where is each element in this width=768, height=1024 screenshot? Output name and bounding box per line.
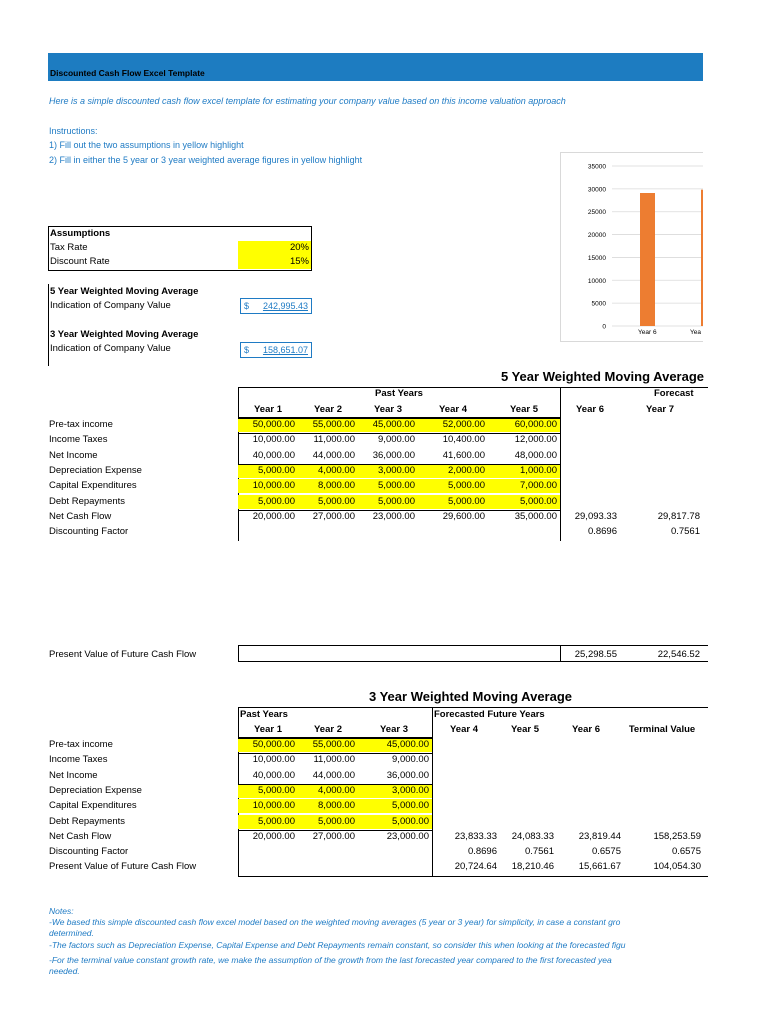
x-category-label: Year 6 — [638, 329, 657, 336]
currency-symbol: $ — [244, 345, 250, 355]
value-cell: 40,000.00 — [252, 449, 295, 461]
value-cell: 36,000.00 — [372, 449, 415, 461]
input-cell[interactable]: 5,000.00 — [298, 495, 358, 509]
row-label: Income Taxes — [49, 754, 108, 766]
y-tick-label: 35000 — [587, 163, 606, 171]
row-label: Depreciation Expense — [49, 784, 142, 796]
input-cell[interactable]: 5,000.00 — [298, 815, 358, 829]
past-years-label: Past Years — [375, 388, 423, 399]
note-line-5: needed. — [49, 966, 80, 976]
five-year-value-label: Indication of Company Value — [50, 300, 171, 311]
forecast-value: 104,054.30 — [653, 861, 701, 873]
input-cell[interactable]: 3,000.00 — [358, 784, 432, 798]
input-cell[interactable]: 8,000.00 — [298, 799, 358, 813]
value-cell: 41,600.00 — [442, 449, 485, 461]
row-label: Income Taxes — [49, 434, 108, 446]
input-cell[interactable]: 50,000.00 — [238, 418, 298, 432]
note-line-1: -We based this simple discounted cash flow excel model based on the weighted moving averages (5 year or 3 year) for simplicity, in case a constant gro — [49, 917, 621, 927]
value-cell: 27,000.00 — [312, 830, 355, 842]
value-cell: 10,000.00 — [252, 434, 295, 446]
three-year-value-label: Indication of Company Value — [50, 343, 171, 354]
forecast-bar-chart[interactable] — [560, 152, 703, 342]
y-tick-label: 20000 — [587, 232, 606, 240]
sheet-title: Discounted Cash Flow Excel Template — [50, 68, 205, 78]
row-label: Capital Expenditures — [49, 800, 137, 812]
row-label: Net Cash Flow — [49, 830, 112, 842]
input-cell[interactable]: 5,000.00 — [418, 479, 488, 493]
year-header: Year 3 — [380, 724, 408, 735]
input-cell[interactable]: 4,000.00 — [298, 464, 358, 478]
five-year-value-text: 242,995.43 — [262, 301, 308, 311]
row-label: Discounting Factor — [49, 526, 129, 538]
value-cell: 36,000.00 — [386, 769, 429, 781]
row-label: Debt Repayments — [49, 495, 126, 507]
input-cell[interactable]: 55,000.00 — [298, 418, 358, 432]
year-header: Terminal Value — [628, 724, 696, 735]
year-header: Year 6 — [576, 404, 604, 415]
row-label: Net Income — [49, 769, 98, 781]
row-label: Net Income — [49, 449, 98, 461]
year-header: Year 1 — [254, 404, 282, 415]
five-year-heading: 5 Year Weighted Moving Average — [50, 286, 199, 297]
value-cell: 9,000.00 — [392, 754, 429, 766]
value-cell: 29,600.00 — [442, 510, 485, 522]
input-cell[interactable]: 5,000.00 — [358, 815, 432, 829]
input-cell[interactable]: 5,000.00 — [238, 815, 298, 829]
bar[interactable] — [701, 190, 703, 326]
value-cell: 48,000.00 — [514, 449, 557, 461]
row-label: Pre-tax income — [49, 739, 113, 750]
forecast-value: 23,819.44 — [578, 830, 621, 842]
instruction-2: 2) Fill in either the 5 year or 3 year weighted average figures in yellow highlight — [49, 155, 363, 165]
forecast-value: 0.6575 — [591, 846, 621, 858]
forecast-net-cash-flow: 29,093.33 — [574, 510, 617, 522]
assumptions-heading: Assumptions — [50, 228, 111, 239]
value-cell: 11,000.00 — [313, 434, 355, 446]
value-cell: 44,000.00 — [312, 449, 355, 461]
year-header: Year 5 — [510, 404, 538, 415]
value-cell: 23,000.00 — [386, 830, 429, 842]
instruction-1: 1) Fill out the two assumptions in yellow highlight — [49, 140, 244, 150]
discount-rate-label: Discount Rate — [50, 256, 110, 267]
instructions-label: Instructions: — [49, 126, 98, 136]
note-line-4: -For the terminal value constant growth rate, we make the assumption of the growth from the last forecasted year compared to the first forecasted yea — [49, 955, 612, 965]
input-cell[interactable]: 50,000.00 — [238, 738, 298, 752]
value-cell: 20,000.00 — [252, 510, 295, 522]
forecast-value: 158,253.59 — [653, 830, 701, 842]
y-tick-label: 0 — [602, 323, 606, 331]
bar[interactable] — [640, 193, 655, 326]
chart-area-border — [561, 153, 704, 342]
input-cell[interactable]: 1,000.00 — [488, 464, 560, 478]
input-cell[interactable]: 8,000.00 — [298, 479, 358, 493]
row-label: Discounting Factor — [49, 846, 129, 858]
five-year-company-value[interactable] — [240, 298, 312, 314]
input-cell[interactable]: 5,000.00 — [418, 495, 488, 509]
row-label: Pre-tax income — [49, 419, 113, 430]
input-cell[interactable]: 45,000.00 — [358, 418, 418, 432]
pv-label-5yr: Present Value of Future Cash Flow — [49, 649, 197, 660]
input-cell[interactable]: 2,000.00 — [418, 464, 488, 478]
input-cell[interactable]: 5,000.00 — [358, 799, 432, 813]
tax-rate-label: Tax Rate — [50, 242, 88, 253]
forecast-net-cash-flow: 29,817.78 — [657, 510, 700, 522]
input-cell[interactable]: 5,000.00 — [488, 495, 560, 509]
input-cell[interactable]: 4,000.00 — [298, 784, 358, 798]
valuation-border — [48, 284, 49, 366]
input-cell[interactable]: 5,000.00 — [238, 464, 298, 478]
year-header: Year 2 — [314, 724, 342, 735]
value-cell: 11,000.00 — [313, 754, 355, 766]
y-tick-label: 10000 — [587, 277, 606, 285]
three-year-table-title: 3 Year Weighted Moving Average — [369, 689, 573, 704]
year-header: Year 3 — [374, 404, 402, 415]
y-tick-label: 5000 — [591, 300, 606, 308]
year-header: Year 1 — [254, 724, 282, 735]
input-cell[interactable]: 3,000.00 — [358, 464, 418, 478]
value-cell: 10,000.00 — [252, 754, 295, 766]
y-tick-label: 25000 — [587, 209, 606, 217]
three-year-heading: 3 Year Weighted Moving Average — [50, 329, 199, 340]
input-cell[interactable]: 5,000.00 — [238, 784, 298, 798]
row-label: Capital Expenditures — [49, 480, 137, 492]
input-cell[interactable]: 60,000.00 — [488, 418, 560, 432]
input-cell[interactable]: 45,000.00 — [358, 738, 432, 752]
input-cell[interactable]: 55,000.00 — [298, 738, 358, 752]
forecast-value: 20,724.64 — [454, 861, 497, 873]
row-label: Debt Repayments — [49, 815, 126, 827]
three-year-company-value[interactable] — [240, 342, 312, 358]
currency-symbol: $ — [244, 301, 250, 311]
value-cell: 44,000.00 — [312, 769, 355, 781]
value-cell: 40,000.00 — [252, 769, 295, 781]
input-cell[interactable]: 52,000.00 — [418, 418, 488, 432]
forecast-discounting-factor: 0.8696 — [587, 526, 617, 538]
subtitle: Here is a simple discounted cash flow excel template for estimating your company value based on this income valuation approach — [49, 96, 566, 106]
forecast-label-3yr: Forecasted Future Years — [434, 709, 545, 720]
discount-rate-input[interactable]: 15% — [238, 255, 311, 269]
value-cell: 20,000.00 — [252, 830, 295, 842]
row-label: Present Value of Future Cash Flow — [49, 861, 197, 873]
three-year-value-text: 158,651.07 — [262, 345, 308, 355]
forecast-value: 0.8696 — [467, 846, 497, 858]
input-cell[interactable]: 5,000.00 — [358, 479, 418, 493]
input-cell[interactable]: 10,000.00 — [238, 479, 298, 493]
year-header: Year 4 — [450, 724, 478, 735]
tax-rate-input[interactable]: 20% — [238, 241, 311, 255]
input-cell[interactable]: 5,000.00 — [238, 495, 298, 509]
year-header: Year 7 — [646, 404, 674, 415]
x-category-label: Yea — [690, 329, 701, 336]
five-year-table-title: 5 Year Weighted Moving Average — [501, 369, 705, 384]
value-cell: 10,400.00 — [442, 434, 485, 446]
y-tick-label: 30000 — [587, 186, 606, 194]
pv-year7: 22,546.52 — [657, 649, 700, 660]
forecast-value: 15,661.67 — [578, 861, 621, 873]
forecast-discounting-factor: 0.7561 — [670, 526, 700, 538]
value-cell: 35,000.00 — [514, 510, 557, 522]
forecast-value: 0.7561 — [524, 846, 554, 858]
title-banner — [48, 53, 703, 81]
pv-year6: 25,298.55 — [574, 649, 617, 660]
year-header: Year 2 — [314, 404, 342, 415]
note-line-3: -The factors such as Depreciation Expense, Capital Expense and Debt Repayments remain constant, so consider this when looking at the forecasted figu — [49, 940, 626, 950]
year-header: Year 5 — [511, 724, 539, 735]
note-line-2: determined. — [49, 928, 94, 938]
notes-label: Notes: — [49, 906, 74, 916]
input-cell[interactable]: 5,000.00 — [358, 495, 418, 509]
forecast-value: 24,083.33 — [511, 830, 554, 842]
value-cell: 27,000.00 — [312, 510, 355, 522]
forecast-value: 18,210.46 — [511, 861, 554, 873]
y-tick-label: 15000 — [587, 254, 606, 262]
year-header: Year 6 — [572, 724, 600, 735]
value-cell: 12,000.00 — [514, 434, 557, 446]
row-label: Net Cash Flow — [49, 510, 112, 522]
forecast-value: 23,833.33 — [454, 830, 497, 842]
past-years-label-3yr: Past Years — [240, 709, 288, 720]
value-cell: 23,000.00 — [372, 510, 415, 522]
forecast-label: Forecast — [654, 388, 694, 399]
input-cell[interactable]: 7,000.00 — [488, 479, 560, 493]
input-cell[interactable]: 10,000.00 — [238, 799, 298, 813]
year-header: Year 4 — [439, 404, 467, 415]
forecast-value: 0.6575 — [671, 846, 701, 858]
row-label: Depreciation Expense — [49, 464, 142, 476]
value-cell: 9,000.00 — [378, 434, 415, 446]
